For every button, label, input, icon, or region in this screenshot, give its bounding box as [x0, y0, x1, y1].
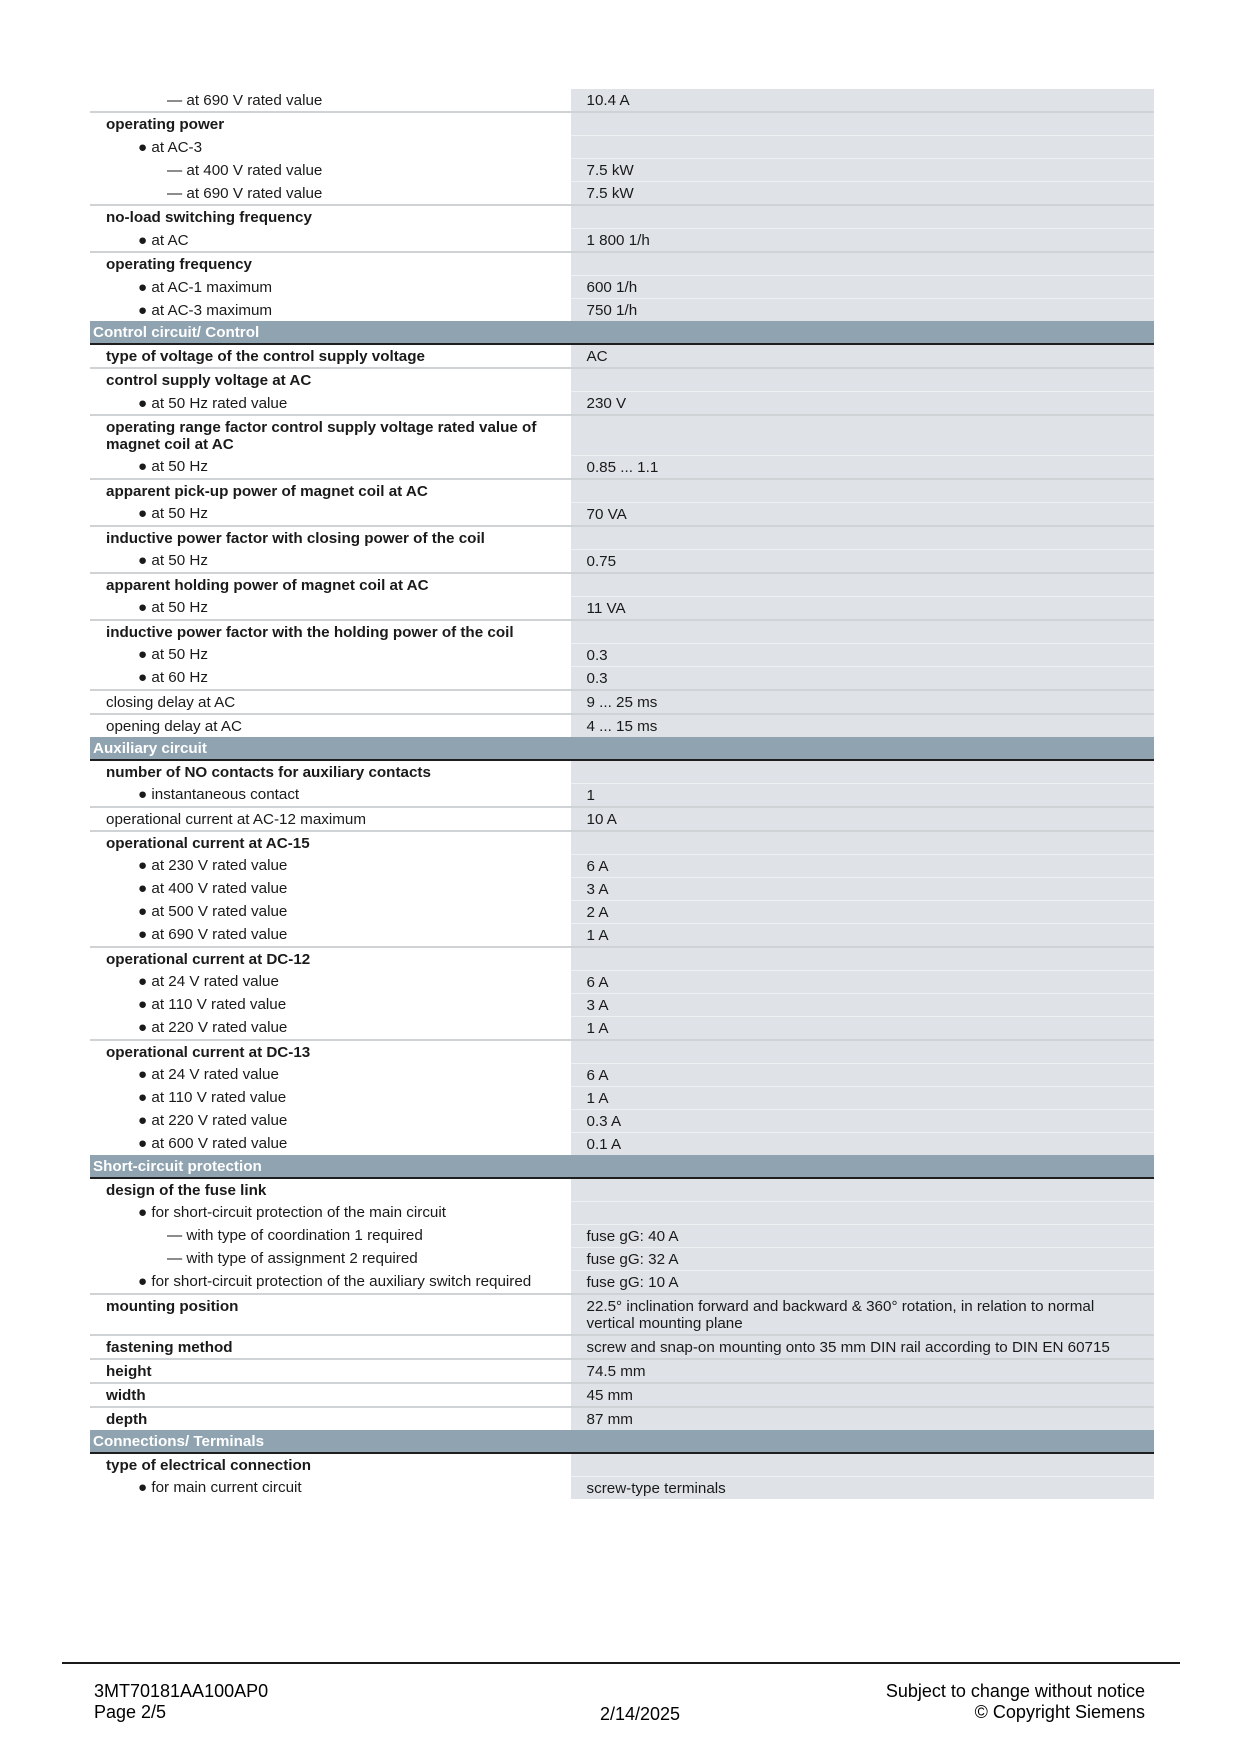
spec-label: — at 690 V rated value [90, 182, 570, 206]
section-header-fill [570, 321, 1154, 344]
spec-row [90, 620, 1154, 644]
spec-value [570, 205, 1154, 229]
spec-label: — with type of assignment 2 required [90, 1247, 570, 1270]
spec-row [90, 112, 1154, 136]
spec-value: 6 A [570, 970, 1154, 993]
spec-label: ● at AC-1 maximum [90, 276, 570, 299]
spec-value: 1 800 1/h [570, 229, 1154, 253]
spec-label: ● at 50 Hz rated value [90, 392, 570, 416]
spec-label: ● at 60 Hz [90, 666, 570, 690]
spec-table [90, 89, 1154, 1499]
section-title: Control circuit/ Control [90, 321, 570, 344]
spec-row [90, 1178, 1154, 1202]
spec-row [90, 1086, 1154, 1109]
spec-row [90, 690, 1154, 714]
spec-label: closing delay at AC [90, 690, 570, 714]
spec-row [90, 1294, 1154, 1335]
spec-row [90, 900, 1154, 923]
spec-table-body [90, 89, 1154, 1499]
spec-value: 1 A [570, 923, 1154, 947]
spec-label: operating frequency [90, 252, 570, 276]
spec-row [90, 89, 1154, 112]
spec-value: 1 A [570, 1086, 1154, 1109]
spec-value [570, 573, 1154, 597]
spec-value [570, 112, 1154, 136]
spec-value: 2 A [570, 900, 1154, 923]
spec-value: 9 ... 25 ms [570, 690, 1154, 714]
spec-label: ● for main current circuit [90, 1476, 570, 1499]
spec-label: ● at 24 V rated value [90, 970, 570, 993]
spec-row [90, 526, 1154, 550]
spec-label: operational current at DC-13 [90, 1040, 570, 1064]
spec-label: apparent holding power of magnet coil at AC [90, 573, 570, 597]
spec-value [570, 947, 1154, 971]
spec-value [570, 620, 1154, 644]
spec-row [90, 854, 1154, 877]
spec-value [570, 368, 1154, 392]
spec-row [90, 643, 1154, 666]
spec-value: 11 VA [570, 596, 1154, 620]
spec-label: ● at 600 V rated value [90, 1132, 570, 1155]
spec-row [90, 136, 1154, 159]
section-header [90, 321, 1154, 344]
spec-label: depth [90, 1407, 570, 1430]
section-title: Short-circuit protection [90, 1155, 570, 1178]
spec-label: type of electrical connection [90, 1453, 570, 1477]
spec-label: inductive power factor with the holding power of the coil [90, 620, 570, 644]
spec-label: design of the fuse link [90, 1178, 570, 1202]
spec-value: 7.5 kW [570, 159, 1154, 182]
spec-row [90, 760, 1154, 784]
footer-divider [62, 1662, 1180, 1664]
spec-row [90, 831, 1154, 855]
spec-label: ● at AC [90, 229, 570, 253]
spec-value: 6 A [570, 1063, 1154, 1086]
footer-right [886, 1681, 1145, 1723]
spec-value: 0.3 A [570, 1109, 1154, 1132]
spec-row [90, 182, 1154, 206]
change-notice: Subject to change without notice [885, 1681, 1145, 1701]
spec-label: control supply voltage at AC [90, 368, 570, 392]
section-header [90, 737, 1154, 760]
spec-label: number of NO contacts for auxiliary contacts [90, 760, 570, 784]
spec-label: ● at 220 V rated value [90, 1016, 570, 1040]
spec-label: operational current at AC-12 maximum [90, 807, 570, 831]
spec-label: ● at 110 V rated value [90, 993, 570, 1016]
spec-value: 0.85 ... 1.1 [570, 455, 1154, 479]
spec-label: ● at 50 Hz [90, 549, 570, 573]
spec-value: 0.3 [570, 666, 1154, 690]
spec-label: no-load switching frequency [90, 205, 570, 229]
spec-label: ● at 50 Hz [90, 643, 570, 666]
spec-value [570, 526, 1154, 550]
spec-row [90, 783, 1154, 807]
spec-row [90, 1201, 1154, 1224]
spec-row [90, 368, 1154, 392]
spec-label: width [90, 1383, 570, 1407]
spec-label: operating range factor control supply voltage rated value of magnet coil at AC [90, 415, 570, 455]
spec-row [90, 455, 1154, 479]
spec-value: 74.5 mm [570, 1359, 1154, 1383]
spec-row [90, 1335, 1154, 1359]
spec-row [90, 573, 1154, 597]
spec-label: opening delay at AC [90, 714, 570, 737]
spec-value: 3 A [570, 877, 1154, 900]
spec-label: mounting position [90, 1294, 570, 1335]
spec-row [90, 299, 1154, 322]
spec-value [570, 479, 1154, 503]
spec-label: ● for short-circuit protection of the main circuit [90, 1201, 570, 1224]
spec-value [570, 1453, 1154, 1477]
spec-value: 1 A [570, 1016, 1154, 1040]
spec-row [90, 479, 1154, 503]
spec-row [90, 666, 1154, 690]
spec-row [90, 392, 1154, 416]
spec-row [90, 1453, 1154, 1477]
spec-row [90, 276, 1154, 299]
spec-row [90, 1359, 1154, 1383]
spec-row [90, 1132, 1154, 1155]
footer-left [94, 1681, 268, 1723]
spec-value: 600 1/h [570, 276, 1154, 299]
spec-label: ● at 230 V rated value [90, 854, 570, 877]
spec-label: — at 690 V rated value [90, 89, 570, 112]
spec-value [570, 760, 1154, 784]
spec-label: operating power [90, 112, 570, 136]
spec-value: 4 ... 15 ms [570, 714, 1154, 737]
spec-value: 0.3 [570, 643, 1154, 666]
spec-value [570, 415, 1154, 455]
spec-row [90, 502, 1154, 526]
spec-row [90, 596, 1154, 620]
spec-label: ● for short-circuit protection of the auxiliary switch required [90, 1270, 570, 1294]
section-title: Auxiliary circuit [90, 737, 570, 760]
spec-value: 22.5° inclination forward and backward & 360° rotation, in relation to normal vertical mounting plane [570, 1294, 1154, 1335]
spec-row [90, 344, 1154, 368]
spec-row [90, 807, 1154, 831]
spec-row [90, 1270, 1154, 1294]
spec-row [90, 1109, 1154, 1132]
section-header [90, 1430, 1154, 1453]
spec-label: — with type of coordination 1 required [90, 1224, 570, 1247]
spec-value: 750 1/h [570, 299, 1154, 322]
spec-row [90, 549, 1154, 573]
spec-row [90, 1224, 1154, 1247]
spec-label: apparent pick-up power of magnet coil at AC [90, 479, 570, 503]
spec-value: 45 mm [570, 1383, 1154, 1407]
spec-value: 0.75 [570, 549, 1154, 573]
copyright: © Copyright Siemens [974, 1702, 1145, 1722]
spec-value: 7.5 kW [570, 182, 1154, 206]
spec-label: ● at 24 V rated value [90, 1063, 570, 1086]
spec-row [90, 415, 1154, 455]
spec-row [90, 1040, 1154, 1064]
spec-value: fuse gG: 32 A [570, 1247, 1154, 1270]
spec-value: 10 A [570, 807, 1154, 831]
spec-row [90, 1063, 1154, 1086]
spec-label: height [90, 1359, 570, 1383]
spec-row [90, 229, 1154, 253]
spec-label: ● at 220 V rated value [90, 1109, 570, 1132]
spec-row [90, 205, 1154, 229]
article-number: 3MT70181AA100AP0 [94, 1681, 269, 1701]
spec-value: 10.4 A [570, 89, 1154, 112]
spec-label: ● at 50 Hz [90, 502, 570, 526]
spec-label: operational current at AC-15 [90, 831, 570, 855]
spec-value: 70 VA [570, 502, 1154, 526]
spec-value: 6 A [570, 854, 1154, 877]
spec-label: inductive power factor with closing power of the coil [90, 526, 570, 550]
section-header-fill [570, 1155, 1154, 1178]
spec-row [90, 1407, 1154, 1430]
spec-value: screw and snap-on mounting onto 35 mm DIN rail according to DIN EN 60715 [570, 1335, 1154, 1359]
spec-value: fuse gG: 40 A [570, 1224, 1154, 1247]
spec-row [90, 923, 1154, 947]
spec-label: ● at 50 Hz [90, 455, 570, 479]
spec-label: — at 400 V rated value [90, 159, 570, 182]
spec-label: ● at 110 V rated value [90, 1086, 570, 1109]
spec-value: fuse gG: 10 A [570, 1270, 1154, 1294]
spec-value [570, 1178, 1154, 1202]
page-number: Page 2/5 [94, 1702, 167, 1722]
spec-row [90, 877, 1154, 900]
spec-label: ● at 50 Hz [90, 596, 570, 620]
spec-value: AC [570, 344, 1154, 368]
section-header-fill [570, 1430, 1154, 1453]
spec-value [570, 1201, 1154, 1224]
spec-row [90, 159, 1154, 182]
spec-row [90, 1016, 1154, 1040]
spec-row [90, 714, 1154, 737]
spec-value [570, 1040, 1154, 1064]
spec-value: 0.1 A [570, 1132, 1154, 1155]
section-title: Connections/ Terminals [90, 1430, 570, 1453]
spec-row [90, 252, 1154, 276]
spec-row [90, 970, 1154, 993]
spec-label: fastening method [90, 1335, 570, 1359]
spec-value: 1 [570, 783, 1154, 807]
spec-label: ● instantaneous contact [90, 783, 570, 807]
spec-value [570, 136, 1154, 159]
spec-value [570, 252, 1154, 276]
spec-value: screw-type terminals [570, 1476, 1154, 1499]
spec-label: ● at AC-3 maximum [90, 299, 570, 322]
spec-label: ● at 400 V rated value [90, 877, 570, 900]
spec-label: operational current at DC-12 [90, 947, 570, 971]
spec-label: ● at 690 V rated value [90, 923, 570, 947]
section-header-fill [570, 737, 1154, 760]
spec-label: type of voltage of the control supply voltage [90, 344, 570, 368]
spec-value: 230 V [570, 392, 1154, 416]
footer-date: 2/14/2025 [599, 1704, 681, 1724]
spec-value: 87 mm [570, 1407, 1154, 1430]
spec-value: 3 A [570, 993, 1154, 1016]
spec-row [90, 1383, 1154, 1407]
spec-row [90, 947, 1154, 971]
spec-value [570, 831, 1154, 855]
spec-row [90, 1476, 1154, 1499]
spec-row [90, 993, 1154, 1016]
spec-row [90, 1247, 1154, 1270]
spec-label: ● at 500 V rated value [90, 900, 570, 923]
section-header [90, 1155, 1154, 1178]
spec-label: ● at AC-3 [90, 136, 570, 159]
